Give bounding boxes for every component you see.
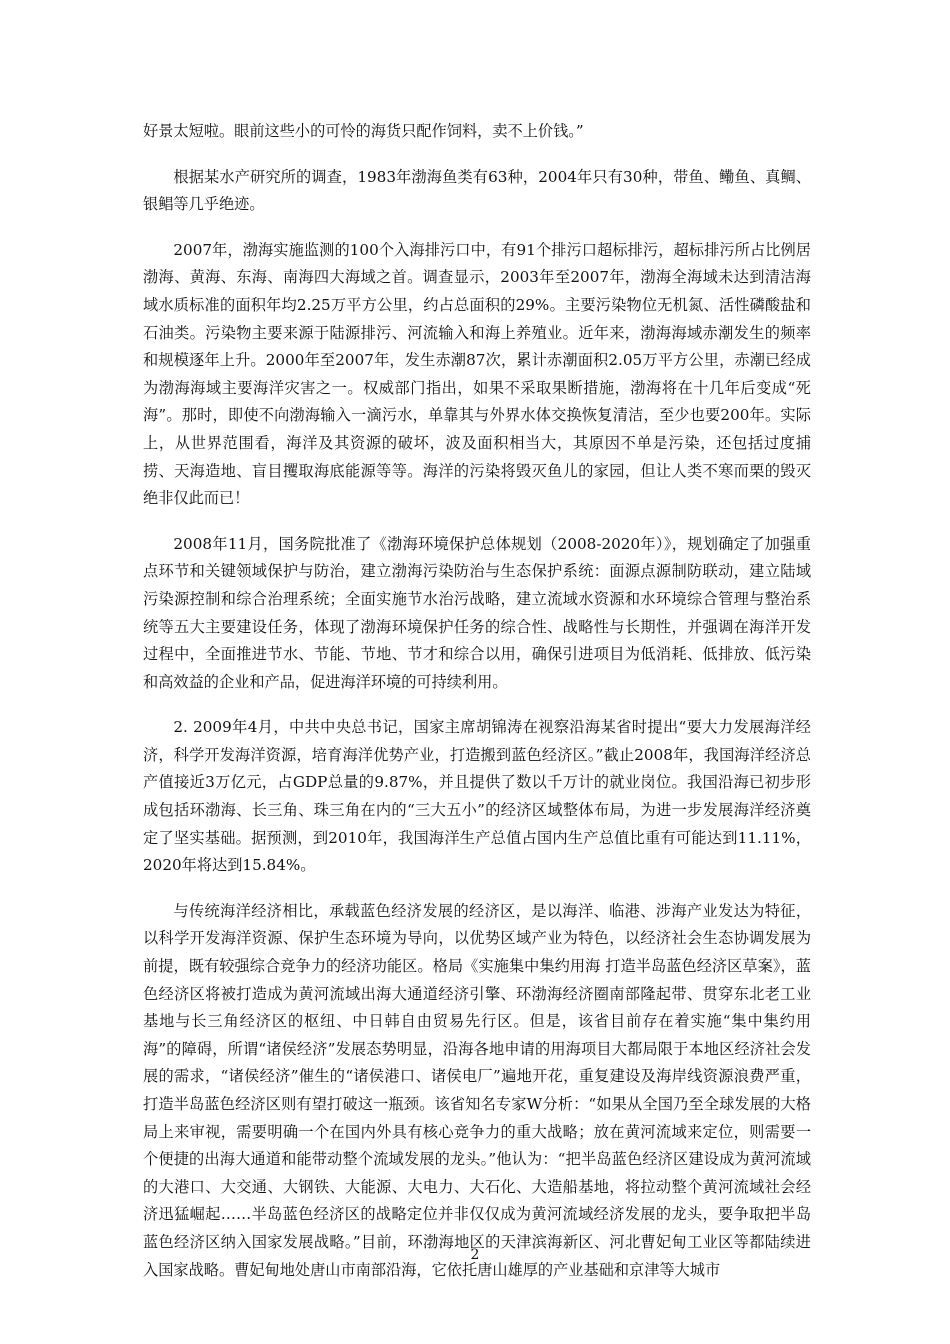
paragraph-6: 与传统海洋经济相比，承载蓝色经济发展的经济区，是以海洋、临港、涉海产业发达为特征，以科学开发海洋资源、保护生态环境为导向，以优势区域产业为特色，以经济社会生态协调发展为前提，既有较强综合竞争力的经济功能区。格局《实施集中集约用海 打造半岛蓝色经济区草案》，蓝色经济区将被打造成为黄河流域出海大通道经济引擎、环渤海经济圈南部隆起带、贯穿东北老工业基地与长三角经济区的枢纽、中日韩自由贸易先行区。但是，该省目前存在着实施“集中集约用海”的障碍，所谓“诸侯经济”发展态势明显，沿海各地申请的用海项目大都局限于本地区经济社会发展的需求，“诸侯经济”催生的“诸侯港口、诸侯电厂”遍地开花，重复建设及海岸线资源浪费严重，打造半岛蓝色经济区则有望打破这一瓶颈。该省知名专家W分析：“如果从全国乃至全球发展的大格局上来审视，需要明确一个在国内外具有核心竞争力的重大战略；放在黄河流域来定位，则需要一个便捷的出海大通道和能带动整个流域发展的龙头。”他认为：“把半岛蓝色经济区建设成为黄河流域的大港口、大交通、大钢铁、大能源、大电力、大石化、大造船基地，将拉动整个黄河流域社会经济迅猛崛起……半岛蓝色经济区的战略定位并非仅仅成为黄河流域经济发展的龙头，要争取把半岛蓝色经济区纳入国家发展战略。”目前，环渤海地区的天津滨海新区、河北曹妃甸工业区等都陆续进入国家战略。曹妃甸地处唐山市南部沿海，它依托唐山雄厚的产业基础和京津等大城市	[143, 901, 811, 1279]
paragraph-3: 2007年，渤海实施监测的100个入海排污口中，有91个排污口超标排污，超标排污所占比例居渤海、黄海、东海、南海四大海域之首。调查显示，2003年至2007年，渤海全海域未达到清洁海域水质标准的面积年均2.25万平方公里，约占总面积的29%。主要污染物位无机氮、活性磷酸盐和石油类。污染物主要来源于陆源排污、河流输入和海上养殖业。近年来，渤海海域赤潮发生的频率和规模逐年上升。2000年至2007年，发生赤潮87次，累计赤潮面积2.05万平方公里，赤潮已经成为渤海海域主要海洋灾害之一。权威部门指出，如果不采取果断措施，渤海将在十几年后变成“死海”。那时，即使不向渤海输入一滴污水，单靠其与外界水体交换恢复清洁，至少也要200年。实际上，从世界范围看，海洋及其资源的破坏，波及面积相当大，其原因不单是污染，还包括过度捕捞、天海造地、盲目攫取海底能源等等。海洋的污染将毁灭鱼儿的家园，但让人类不寒而栗的毁灭绝非仅此而已！	[143, 240, 811, 508]
paragraph-2: 根据某水产研究所的调查，1983年渤海鱼类有63种，2004年只有30种，带鱼、鳓鱼、真鲷、银鲳等几乎绝迹。	[143, 167, 811, 214]
page-number: 2	[470, 1247, 480, 1263]
document-body	[143, 118, 811, 1302]
paragraph-4: 2008年11月，国务院批准了《渤海环境保护总体规划（2008-2020年）》，规划确定了加强重点环节和关键领域保护与防治，建立渤海污染防治与生态保护系统：面源点源制防联动，建立陆域污染源控制和综合治理系统；全面实施节水治污战略，建立流域水资源和水环境综合管理与整治系统等五大主要建设任务，体现了渤海环境保护任务的综合性、战略性与长期性，并强调在海洋开发过程中，全面推进节水、节能、节地、节才和综合以用，确保引进项目为低消耗、低排放、低污染和高效益的企业和产品，促进海洋环境的可持续利用。	[143, 534, 811, 691]
paragraph-5: 2. 2009年4月，中共中央总书记，国家主席胡锦涛在视察沿海某省时提出“要大力发展海洋经济，科学开发海洋资源，培育海洋优势产业，打造搬到蓝色经济区。”截止2008年，我国海洋经济总产值接近3万亿元，占GDP总量的9.87%，并且提供了数以千万计的就业岗位。我国沿海已初步形成包括环渤海、长三角、珠三角在内的“三大五小”的经济区域整体布局，为进一步发展海洋经济奠定了坚实基础。据预测，到2010年，我国海洋生产总值占国内生产总值比重有可能达到11.11%，2020年将达到15.84%。	[143, 718, 811, 875]
paragraph-1: 好景太短啦。眼前这些小的可怜的海货只配作饲料，卖不上价钱。”	[143, 122, 584, 140]
